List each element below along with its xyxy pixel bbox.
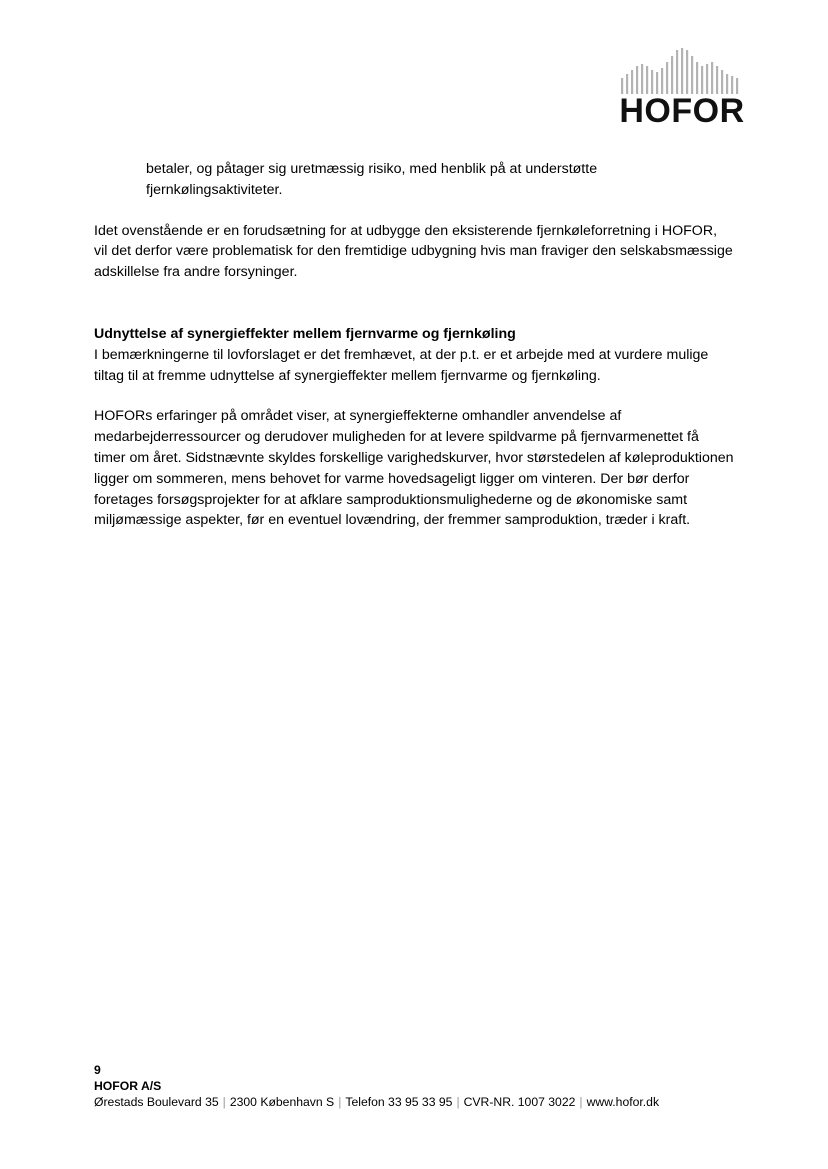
logo-bars-graphic bbox=[621, 48, 743, 94]
continuation-paragraph: betaler, og påtager sig uretmæssig risiko, med henblik på at understøtte fjernkølingsaktiviteter. bbox=[146, 161, 598, 198]
separator: | bbox=[222, 1095, 226, 1109]
company-address: Ørestads Boulevard 35 bbox=[94, 1095, 219, 1109]
section-heading: Udnyttelse af synergieffekter mellem fjernvarme og fjernkøling bbox=[94, 325, 516, 342]
separator: | bbox=[579, 1095, 583, 1109]
company-website: www.hofor.dk bbox=[586, 1095, 660, 1109]
company-phone: Telefon 33 95 33 95 bbox=[345, 1095, 453, 1109]
paragraph-bill-remarks: I bemærkningerne til lovforslaget er det fremhævet, at der p.t. er et arbejde med at vurdere mulige tiltag til at fremme udnyttelse af synergieffekter mellem fjernvarme og fjernkøling. bbox=[94, 346, 709, 384]
paragraph-hofor-experience: HOFORs erfaringer på området viser, at synergieffekterne omhandler anvendelse af medarbejderressourcer og derudover muligheden for at levere spildvarme på fjernvarmenettet få timer om året. Sidstnævnte skyldes forskellige varighedskurver, hvor størstedelen af køleproduktionen ligger om sommeren, mens behovet for varme hovedsageligt ligger om vinteren. Der bør derfor foretages forsøgsprojekter for at afklare samproduktionsmulighederne og de økonomiske samt miljømæssige aspekter, før en eventuel lovændring, der fremmer samproduktion, træder i kraft. bbox=[94, 408, 734, 529]
separator: | bbox=[338, 1095, 342, 1109]
company-city: 2300 København S bbox=[229, 1095, 335, 1109]
paragraph-separation-requirement: Idet ovenstående er en forudsætning for at udbygge den eksisterende fjernkøleforretning i HOFOR, vil det derfor være problematisk for den fremtidige udbygning hvis man fraviger den selskabsmæssige adskillelse fra andre forsyninger. bbox=[94, 222, 733, 281]
page-footer bbox=[94, 1062, 794, 1110]
company-name: HOFOR A/S bbox=[94, 1079, 162, 1093]
page-number: 9 bbox=[94, 1063, 101, 1077]
logo-wordmark: HOFOR bbox=[619, 92, 745, 130]
hofor-logo bbox=[618, 48, 746, 130]
separator: | bbox=[456, 1095, 460, 1109]
company-contact-line bbox=[94, 1094, 794, 1110]
company-cvr: CVR-NR. 1007 3022 bbox=[463, 1095, 576, 1109]
letter-body bbox=[94, 159, 734, 531]
